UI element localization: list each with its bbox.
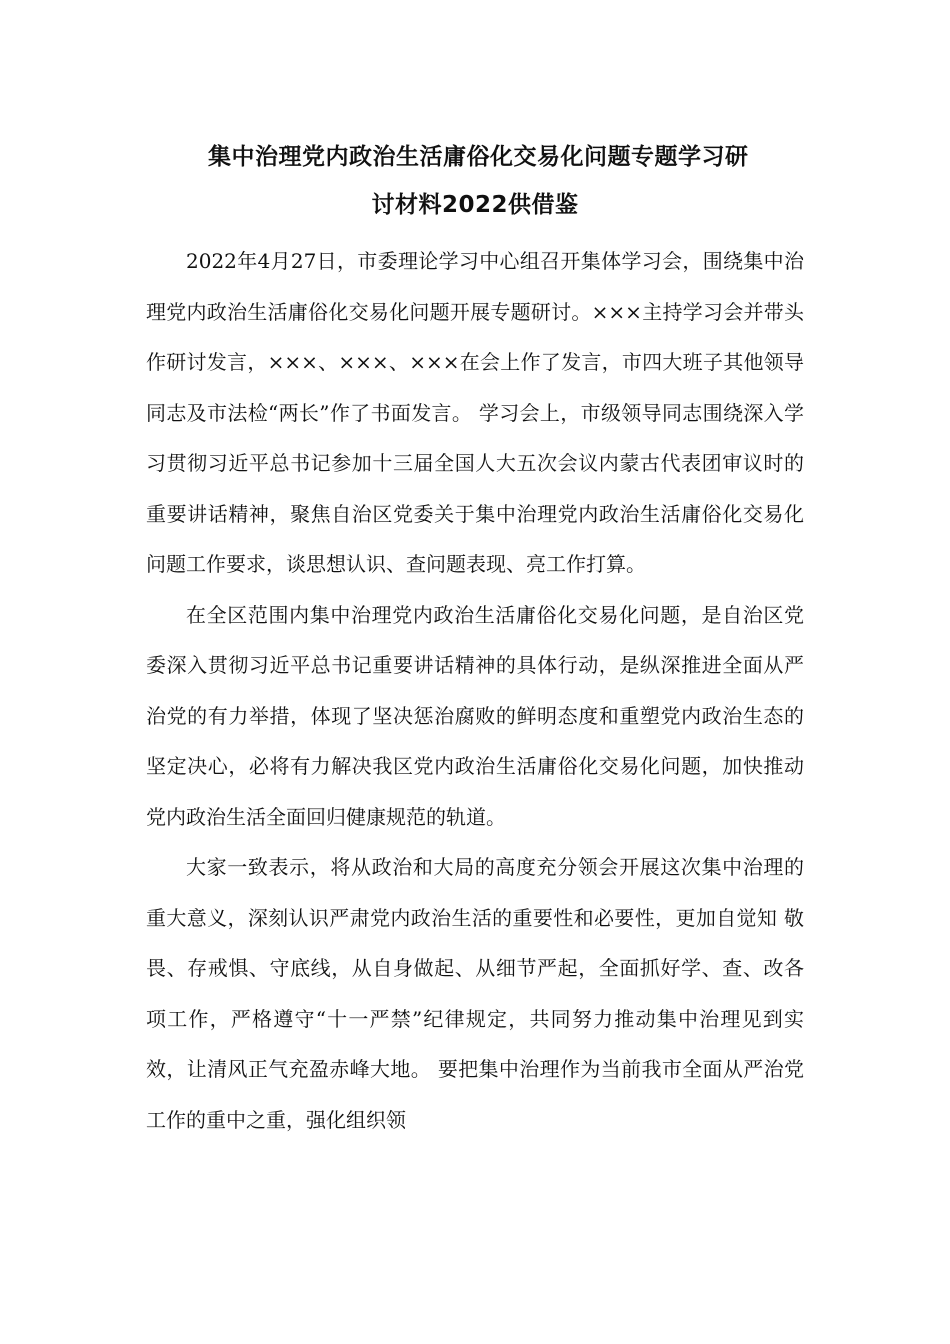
document-title-line-1: 集中治理党内政治生活庸俗化交易化问题专题学习研: [208, 144, 749, 170]
document-body: [146, 236, 804, 1145]
paragraph: 在全区范围内集中治理党内政治生活庸俗化交易化问题，是自治区党委深入贯彻习近平总书记重要讲话精神的具体行动，是纵深推进全面从严治党的有力举措，体现了坚决惩治腐败的鲜明态度和重塑党内政治生态的坚定决心，必将有力解决我区党内政治生活庸俗化交易化问题，加快推动党内政治生活全面回归健康规范的轨道。: [146, 602, 804, 829]
paragraph: 2022年4月27日，市委理论学习中心组召开集体学习会，围绕集中治理党内政治生活庸俗化交易化问题开展专题研讨。×××主持学习会并带头作研讨发言，×××、×××、×××在会上作了发言，市四大班子其他领导同志及市法检“两长”作了书面发言。 学习会上，市级领导同志围绕深入学习贯彻习近平总书记参加十三届全国人大五次会议内蒙古代表团审议时的重要讲话精神，聚焦自治区党委关于集中治理党内政治生活庸俗化交易化问题工作要求，谈思想认识、查问题表现、亮工作打算。: [146, 249, 804, 576]
paragraph: 大家一致表示，将从政治和大局的高度充分领会开展这次集中治理的重大意义，深刻认识严肃党内政治生活的重要性和必要性，更加自觉知 敬畏、存戒惧、守底线，从自身做起、从细节严起，全面抓好学、查、改各项工作，严格遵守“十一严禁”纪律规定，共同努力推动集中治理见到实效，让清风正气充盈赤峰大地。 要把集中治理作为当前我市全面从严治党工作的重中之重，强化组织领: [146, 855, 804, 1132]
document-title-line-2: 讨材料2022供借鉴: [371, 192, 579, 218]
